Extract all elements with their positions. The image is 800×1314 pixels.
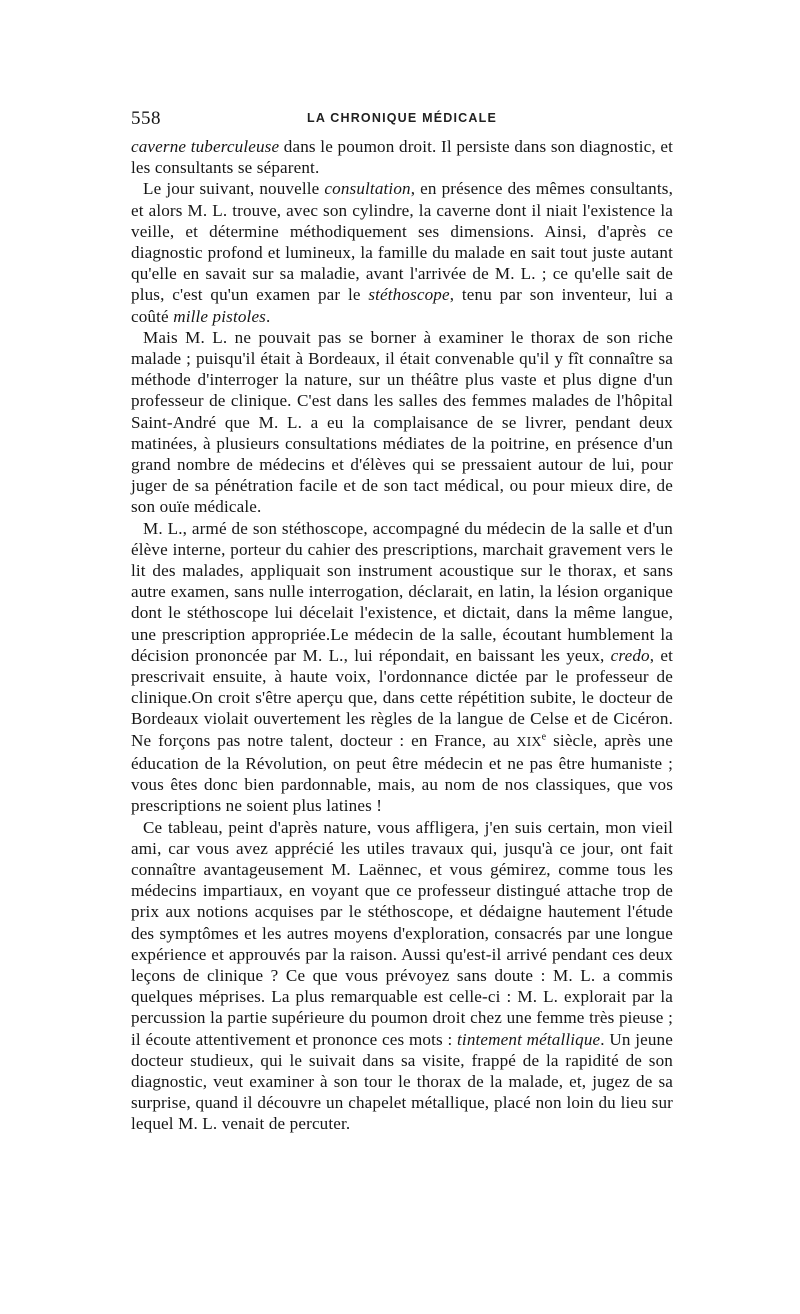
article-body	[131, 136, 673, 1135]
italic-text: mille pistoles	[173, 306, 266, 326]
text-segment: dans le poumon droit. Il persiste dans son diagnostic, et les consultants se séparent.	[131, 137, 673, 178]
paragraph	[131, 136, 673, 178]
italic-text: consultation	[324, 179, 411, 199]
text-segment: XIX	[516, 734, 542, 750]
text-segment: , en présence des mêmes consultants, et alors M. L. trouve, avec son cylindre, la caverne dont il niait l'existence la veille, et détermine méthodiquement ses dimensions. Ainsi, d'après ce diagnostic profond et lumineux, la famille du malade en sait tout juste autant qu'elle en savait sur sa maladie, avant l'arrivée de M. L. ; ce qu'elle sait de plus, c'est qu'un examen par le	[131, 179, 673, 305]
italic-text: tintement métallique	[457, 1029, 601, 1049]
italic-text: credo	[610, 645, 650, 665]
paragraph	[131, 178, 673, 326]
text-segment: Le jour suivant, nouvelle	[143, 179, 325, 199]
journal-title: LA CHRONIQUE MÉDICALE	[306, 111, 497, 125]
paragraph	[131, 518, 673, 817]
running-header	[131, 108, 673, 132]
paragraph	[131, 817, 673, 1135]
text-segment: .	[266, 306, 271, 326]
text-segment: siècle, après une éducation de la Révolution, on peut être médecin et ne pas être humaniste ; vous êtes donc bien pardonnable, mais, au nom de nos classiques, que vos prescriptions ne soient plus latines !	[131, 730, 673, 816]
book-page	[131, 108, 673, 1135]
text-segment: , et prescrivait ensuite, à haute voix, l'ordonnance dictée par le professeur de clinique.On croit s'être aperçu que, dans cette répétition subite, le docteur de Bordeaux violait ouvertement les règles de la langue de Celse et de Cicéron. Ne forçons pas notre talent, docteur : en France, au	[131, 645, 673, 750]
text-segment: , tenu par son inventeur, lui a coûté	[131, 285, 673, 326]
text-segment: . Un jeune docteur studieux, qui le suivait dans sa visite, frappé de la rapidité de son diagnostic, veut examiner à son tour le thorax de la malade, et, jugez de sa surprise, quand il découvre un chapelet métallique, placé non loin du lieu sur lequel M. L. venait de percuter.	[131, 1029, 673, 1134]
text-segment: Mais M. L. ne pouvait pas se borner à examiner le thorax de son riche malade ; puisqu'il était à Bordeaux, il était convenable qu'il y fît connaître sa méthode d'interroger la nature, sur un théâtre plus vaste et plus digne d'un professeur de clinique. C'est dans les salles des femmes malades de l'hôpital Saint-André que M. L. a eu la complaisance de se livrer, pendant deux matinées, à plusieurs consultations médiates de la poitrine, en présence d'un grand nombre de médecins et d'élèves qui se pressaient autour de lui, pour juger de sa pénétration facile et de son tact médical, ou pour mieux dire, de son ouïe médicale.	[131, 327, 673, 517]
text-segment: Ce tableau, peint d'après nature, vous affligera, j'en suis certain, mon vieil ami, car vous avez apprécié les utiles travaux qui, jusqu'à ce jour, ont fait connaître avantageusement M. Laënnec, et vous gémirez, comme tous les médecins impartiaux, en voyant que ce professeur distingué attache trop de prix aux notions acquises par le stéthoscope, et dédaigne hautement l'étude des symptômes et les autres moyens d'exploration, consacrés par une longue expérience et approuvés par la raison. Aussi qu'est-il arrivé pendant ces deux leçons de clinique ? Ce que vous prévoyez sans doute : M. L. a commis quelques méprises. La plus remarquable est celle-ci : M. L. explorait par la percussion la partie supérieure du poumon droit chez une femme très pieuse ; il écoute attentivement et prononce ces mots :	[131, 817, 673, 1049]
paragraph	[131, 327, 673, 518]
page-number: 558	[131, 108, 161, 129]
text-segment: e	[541, 731, 547, 742]
text-segment: M. L., armé de son stéthoscope, accompagné du médecin de la salle et d'un élève interne, porteur du cahier des prescriptions, marchait gravement vers le lit des malades, appliquait son instrument acoustique sur le thorax, et sans autre examen, sans nulle interrogation, déclarait, en latin, la lésion organique dont le stéthoscope lui décelait l'existence, et dictait, dans la même langue, une prescription appropriée.Le médecin de la salle, écoutant humblement la décision prononcée par M. L., lui répondait, en baissant les yeux,	[131, 518, 673, 665]
italic-text: caverne tuberculeuse	[131, 137, 280, 156]
italic-text: stéthoscope	[368, 285, 450, 305]
